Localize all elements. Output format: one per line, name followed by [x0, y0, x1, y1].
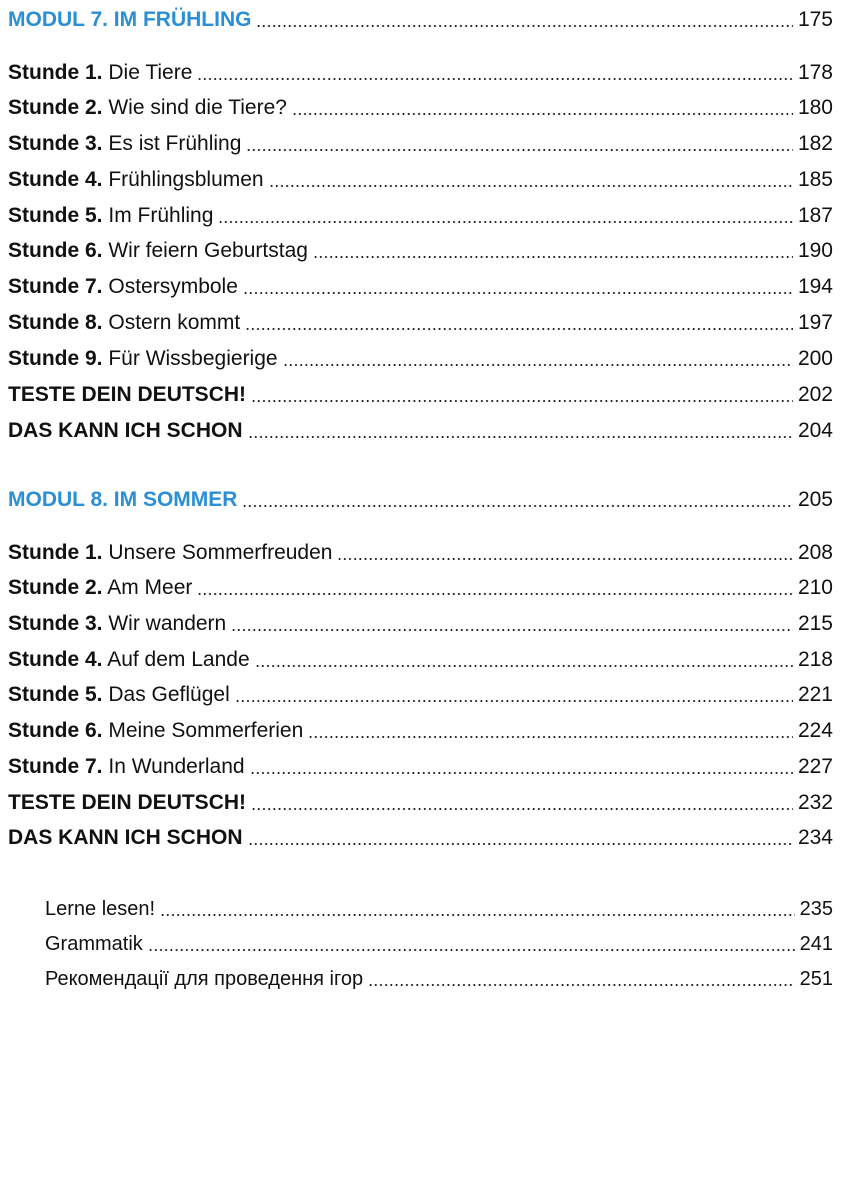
page-number: 180	[797, 96, 833, 119]
toc-module-8-heading[interactable]	[8, 482, 833, 512]
page-number: 190	[797, 239, 833, 262]
appendix-title: Lerne lesen!	[45, 898, 156, 920]
page-number: 218	[797, 648, 833, 671]
page-number: 185	[797, 168, 833, 191]
page-number: 187	[797, 204, 833, 227]
lesson-title: Wie sind die Tiere?	[108, 96, 287, 119]
dot-leader	[148, 949, 795, 951]
dot-leader	[337, 558, 792, 560]
toc-entry[interactable]	[8, 269, 833, 299]
lesson-title: Am Meer	[107, 576, 193, 599]
page-number: 200	[797, 347, 833, 370]
toc-entry[interactable]	[8, 606, 833, 636]
page-number: 224	[797, 719, 833, 742]
lesson-title: Frühlingsblumen	[108, 168, 264, 191]
page-number: 210	[797, 576, 833, 599]
toc-appendix-entry[interactable]	[45, 891, 833, 921]
toc-appendix-entry[interactable]	[45, 926, 833, 956]
dot-leader	[292, 113, 793, 115]
toc-entry-test[interactable]	[8, 785, 833, 815]
dot-leader	[242, 505, 793, 507]
toc-entry[interactable]	[8, 677, 833, 707]
toc-entry[interactable]	[8, 570, 833, 600]
lesson-number: Stunde 1.	[8, 61, 103, 84]
toc-entry[interactable]	[8, 642, 833, 672]
appendix-title: Рекомендації для проведення ігор	[45, 968, 364, 990]
dot-leader	[308, 736, 793, 738]
page-number: 197	[797, 311, 833, 334]
toc-entry[interactable]	[8, 305, 833, 335]
page-number: 182	[797, 132, 833, 155]
page-number: 241	[799, 933, 833, 955]
lesson-number: Stunde 3.	[8, 132, 103, 155]
page-number: 221	[797, 683, 833, 706]
dot-leader	[256, 25, 793, 27]
dot-leader	[231, 629, 793, 631]
lesson-number: Stunde 6.	[8, 239, 103, 262]
toc-entry[interactable]	[8, 535, 833, 565]
lesson-number: Stunde 2.	[8, 576, 103, 599]
page-number: 232	[797, 791, 833, 814]
lesson-number: Stunde 8.	[8, 311, 103, 334]
page-number: 208	[797, 541, 833, 564]
lesson-number: Stunde 7.	[8, 755, 103, 778]
lesson-number: Stunde 2.	[8, 96, 103, 119]
toc-entry[interactable]	[8, 162, 833, 192]
toc-entry[interactable]	[8, 749, 833, 779]
toc-entry-test[interactable]	[8, 377, 833, 407]
lesson-title: Unsere Sommerfreuden	[108, 541, 333, 564]
page-number: 204	[797, 419, 833, 442]
lesson-title: Wir feiern Geburtstag	[108, 239, 308, 262]
lesson-number: Stunde 6.	[8, 719, 103, 742]
review-title: TESTE DEIN DEUTSCH!	[8, 383, 247, 406]
page-number: 215	[797, 612, 833, 635]
dot-leader	[197, 593, 793, 595]
page-number: 178	[797, 61, 833, 84]
dot-leader	[269, 185, 793, 187]
toc-entry-review[interactable]	[8, 413, 833, 443]
lesson-title: In Wunderland	[108, 755, 245, 778]
toc-entry-review[interactable]	[8, 820, 833, 850]
lesson-title: Meine Sommerferien	[108, 719, 304, 742]
lesson-number: Stunde 7.	[8, 275, 103, 298]
dot-leader	[160, 914, 795, 916]
dot-leader	[248, 436, 793, 438]
lesson-title: Im Frühling	[108, 204, 214, 227]
lesson-title: Es ist Frühling	[108, 132, 242, 155]
page-number: 227	[797, 755, 833, 778]
lesson-title: Auf dem Lande	[107, 648, 250, 671]
lesson-number: Stunde 4.	[8, 168, 103, 191]
dot-leader	[251, 808, 793, 810]
toc-entry[interactable]	[8, 198, 833, 228]
page-number: 234	[797, 826, 833, 849]
toc-entry[interactable]	[8, 55, 833, 85]
module-title: MODUL 7. IM FRÜHLING	[8, 8, 252, 31]
lesson-number: Stunde 9.	[8, 347, 103, 370]
lesson-title: Das Geflügel	[108, 683, 230, 706]
page-number: 235	[799, 898, 833, 920]
page-number: 202	[797, 383, 833, 406]
lesson-title: Ostern kommt	[108, 311, 241, 334]
dot-leader	[313, 256, 793, 258]
lesson-number: Stunde 4.	[8, 648, 103, 671]
toc-appendix-entry[interactable]	[45, 961, 833, 991]
toc-module-7-heading[interactable]	[8, 2, 833, 32]
dot-leader	[255, 665, 793, 667]
appendix-title: Grammatik	[45, 933, 143, 955]
lesson-title: Für Wissbegierige	[108, 347, 278, 370]
lesson-title: Ostersymbole	[108, 275, 238, 298]
lesson-number: Stunde 1.	[8, 541, 103, 564]
toc-entry[interactable]	[8, 126, 833, 156]
toc-entry[interactable]	[8, 713, 833, 743]
dot-leader	[246, 149, 793, 151]
toc-entry[interactable]	[8, 90, 833, 120]
dot-leader	[243, 292, 793, 294]
page-number: 194	[797, 275, 833, 298]
review-title: DAS KANN ICH SCHON	[8, 419, 243, 442]
dot-leader	[245, 328, 793, 330]
dot-leader	[251, 400, 793, 402]
dot-leader	[248, 843, 793, 845]
lesson-number: Stunde 5.	[8, 683, 103, 706]
toc-entry[interactable]	[8, 341, 833, 371]
dot-leader	[197, 78, 793, 80]
review-title: DAS KANN ICH SCHON	[8, 826, 243, 849]
dot-leader	[218, 221, 793, 223]
lesson-title: Wir wandern	[108, 612, 227, 635]
lesson-number: Stunde 3.	[8, 612, 103, 635]
review-title: TESTE DEIN DEUTSCH!	[8, 791, 247, 814]
dot-leader	[283, 364, 793, 366]
page-number: 251	[799, 968, 833, 990]
toc-entry[interactable]	[8, 233, 833, 263]
dot-leader	[368, 984, 795, 986]
dot-leader	[235, 700, 793, 702]
module-title: MODUL 8. IM SOMMER	[8, 488, 238, 511]
dot-leader	[250, 772, 793, 774]
page-number: 205	[797, 488, 833, 511]
lesson-number: Stunde 5.	[8, 204, 103, 227]
page-number: 175	[797, 8, 833, 31]
lesson-title: Die Tiere	[108, 61, 193, 84]
